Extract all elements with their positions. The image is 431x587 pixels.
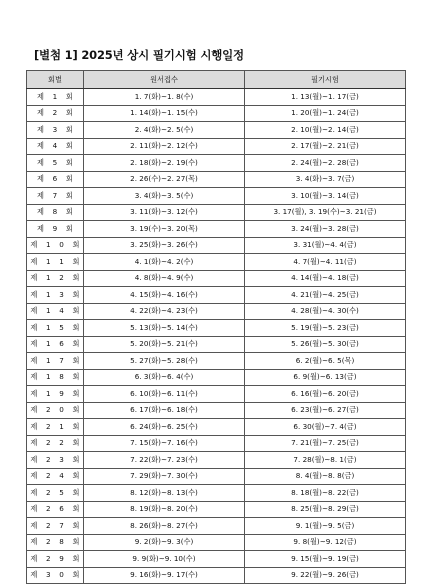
exam-cell: 4. 21(월)~4. 25(금) [245,287,406,304]
exam-cell: 2. 24(월)~2. 28(금) [245,155,406,172]
application-cell: 3. 25(화)~3. 26(수) [84,237,245,254]
table-row [27,485,406,502]
exam-cell: 9. 22(월)~9. 26(금) [245,567,406,584]
schedule-table [26,70,406,584]
table-row [27,419,406,436]
round-cell: 제 1 9 회 [27,386,84,403]
exam-cell: 3. 4(화)~3. 7(금) [245,171,406,188]
header-application: 원서접수 [84,71,245,89]
table-row [27,122,406,139]
table-row [27,386,406,403]
document-title: [별첨 1] 2025년 상시 필기시험 시행일정 [34,48,244,62]
application-cell: 6. 17(화)~6. 18(수) [84,402,245,419]
exam-cell: 3. 31(월)~4. 4(금) [245,237,406,254]
round-cell: 제 1 1 회 [27,254,84,271]
application-cell: 4. 8(화)~4. 9(수) [84,270,245,287]
round-cell: 제 2 7 회 [27,518,84,535]
application-cell: 8. 12(화)~8. 13(수) [84,485,245,502]
exam-cell: 2. 10(월)~2. 14(금) [245,122,406,139]
round-cell: 제 2 5 회 [27,485,84,502]
table-row [27,402,406,419]
table-row [27,237,406,254]
round-cell: 제 4 회 [27,138,84,155]
application-cell: 2. 18(화)~2. 19(수) [84,155,245,172]
application-cell: 3. 19(수)~3. 20(목) [84,221,245,238]
application-cell: 4. 22(화)~4. 23(수) [84,303,245,320]
table-row [27,105,406,122]
header-exam: 필기시험 [245,71,406,89]
exam-cell: 8. 18(월)~8. 22(금) [245,485,406,502]
table-row [27,452,406,469]
application-cell: 4. 15(화)~4. 16(수) [84,287,245,304]
exam-cell: 7. 21(월)~7. 25(금) [245,435,406,452]
header-round: 회별 [27,71,84,89]
application-cell: 7. 29(화)~7. 30(수) [84,468,245,485]
table-row [27,287,406,304]
round-cell: 제 1 2 회 [27,270,84,287]
round-cell: 제 1 0 회 [27,237,84,254]
round-cell: 제 2 4 회 [27,468,84,485]
round-cell: 제 2 2 회 [27,435,84,452]
round-cell: 제 1 4 회 [27,303,84,320]
application-cell: 1. 7(화)~1. 8(수) [84,89,245,106]
table-row [27,138,406,155]
exam-cell: 5. 19(월)~5. 23(금) [245,320,406,337]
round-cell: 제 1 8 회 [27,369,84,386]
exam-cell: 4. 14(월)~4. 18(금) [245,270,406,287]
table-row [27,254,406,271]
exam-cell: 7. 28(월)~8. 1(금) [245,452,406,469]
exam-cell: 6. 30(월)~7. 4(금) [245,419,406,436]
round-cell: 제 1 7 회 [27,353,84,370]
exam-cell: 1. 13(월)~1. 17(금) [245,89,406,106]
exam-cell: 6. 16(월)~6. 20(금) [245,386,406,403]
application-cell: 9. 9(화)~9. 10(수) [84,551,245,568]
application-cell: 5. 20(화)~5. 21(수) [84,336,245,353]
table-row [27,155,406,172]
round-cell: 제 2 6 회 [27,501,84,518]
table-row [27,270,406,287]
exam-cell: 8. 4(월)~8. 8(금) [245,468,406,485]
exam-cell: 6. 2(월)~6. 5(목) [245,353,406,370]
round-cell: 제 9 회 [27,221,84,238]
exam-cell: 9. 8(월)~9. 12(금) [245,534,406,551]
application-cell: 2. 11(화)~2. 12(수) [84,138,245,155]
table-row [27,204,406,221]
table-row [27,369,406,386]
round-cell: 제 1 3 회 [27,287,84,304]
exam-cell: 9. 1(월)~9. 5(금) [245,518,406,535]
table-row [27,567,406,584]
round-cell: 제 6 회 [27,171,84,188]
exam-cell: 9. 15(월)~9. 19(금) [245,551,406,568]
round-cell: 제 1 회 [27,89,84,106]
round-cell: 제 1 5 회 [27,320,84,337]
exam-cell: 6. 9(월)~6. 13(금) [245,369,406,386]
round-cell: 제 2 0 회 [27,402,84,419]
application-cell: 7. 22(화)~7. 23(수) [84,452,245,469]
table-row [27,534,406,551]
table-row [27,336,406,353]
table-row [27,320,406,337]
exam-cell: 6. 23(월)~6. 27(금) [245,402,406,419]
table-row [27,501,406,518]
exam-cell: 3. 24(월)~3. 28(금) [245,221,406,238]
exam-cell: 3. 10(월)~3. 14(금) [245,188,406,205]
round-cell: 제 8 회 [27,204,84,221]
table-row [27,188,406,205]
exam-cell: 4. 28(월)~4. 30(수) [245,303,406,320]
application-cell: 4. 1(화)~4. 2(수) [84,254,245,271]
round-cell: 제 2 8 회 [27,534,84,551]
round-cell: 제 2 회 [27,105,84,122]
table-row [27,468,406,485]
exam-cell: 4. 7(월)~4. 11(금) [245,254,406,271]
exam-cell: 2. 17(월)~2. 21(금) [245,138,406,155]
table-row [27,171,406,188]
application-cell: 2. 26(수)~2. 27(목) [84,171,245,188]
table-row [27,89,406,106]
table-row [27,353,406,370]
application-cell: 5. 13(화)~5. 14(수) [84,320,245,337]
table-row [27,303,406,320]
table-row [27,221,406,238]
application-cell: 3. 11(화)~3. 12(수) [84,204,245,221]
round-cell: 제 7 회 [27,188,84,205]
application-cell: 7. 15(화)~7. 16(수) [84,435,245,452]
exam-cell: 8. 25(월)~8. 29(금) [245,501,406,518]
table-header-row [27,71,406,89]
round-cell: 제 3 회 [27,122,84,139]
application-cell: 6. 24(화)~6. 25(수) [84,419,245,436]
round-cell: 제 3 0 회 [27,567,84,584]
application-cell: 9. 16(화)~9. 17(수) [84,567,245,584]
exam-cell: 1. 20(월)~1. 24(금) [245,105,406,122]
application-cell: 5. 27(화)~5. 28(수) [84,353,245,370]
application-cell: 8. 19(화)~8. 20(수) [84,501,245,518]
application-cell: 3. 4(화)~3. 5(수) [84,188,245,205]
round-cell: 제 2 1 회 [27,419,84,436]
round-cell: 제 1 6 회 [27,336,84,353]
exam-cell: 5. 26(월)~5. 30(금) [245,336,406,353]
round-cell: 제 5 회 [27,155,84,172]
round-cell: 제 2 9 회 [27,551,84,568]
application-cell: 8. 26(화)~8. 27(수) [84,518,245,535]
application-cell: 9. 2(화)~9. 3(수) [84,534,245,551]
application-cell: 6. 3(화)~6. 4(수) [84,369,245,386]
table-row [27,435,406,452]
application-cell: 6. 10(화)~6. 11(수) [84,386,245,403]
application-cell: 1. 14(화)~1. 15(수) [84,105,245,122]
application-cell: 2. 4(화)~2. 5(수) [84,122,245,139]
table-row [27,551,406,568]
table-body [27,89,406,584]
table-row [27,518,406,535]
round-cell: 제 2 3 회 [27,452,84,469]
exam-cell: 3. 17(월), 3. 19(수)~3. 21(금) [245,204,406,221]
